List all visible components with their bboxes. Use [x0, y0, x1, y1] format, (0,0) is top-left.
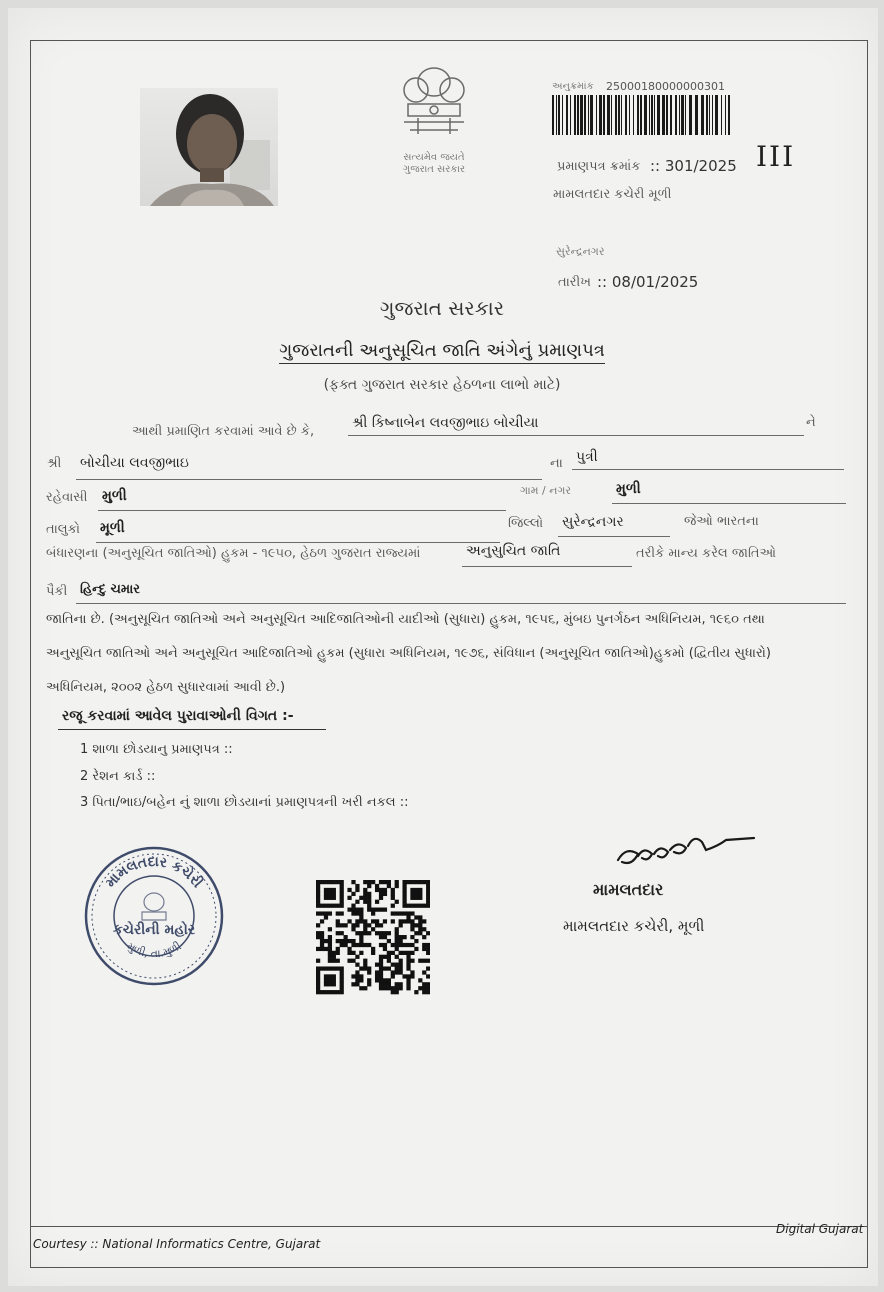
india-label: જેઓ ભારતના	[684, 514, 759, 529]
category-value: અનુસુચિત જાતિ	[466, 543, 561, 559]
serial-value: 25000180000000301	[606, 80, 725, 93]
shri-label: શ્રી	[47, 456, 62, 471]
seal-bottom-text: મુળી, તા.મુળી	[124, 939, 184, 961]
signatory-title: મામલતદાર	[593, 880, 664, 899]
barcode	[552, 95, 734, 135]
resident-value: મુળી	[102, 488, 127, 504]
certificate-note: (ફક્ત ગુજરાત સરકાર હેઠળના લાભો માટે)	[323, 377, 561, 393]
govt-title: ગુજરાત સરકાર	[379, 296, 505, 320]
evidence-item-3: 3 પિતા/ભાઇ/બહેન નું શાળા છોડયાનાં પ્રમાણપત્રની ખરી નકલ ::	[80, 795, 409, 810]
courtesy-text: Courtesy :: National Informatics Centre, Gujarat	[33, 1237, 321, 1251]
legal-paragraph	[46, 603, 846, 705]
svg-text:મુળી, તા.મુળી	[125, 940, 184, 961]
resident-label: રહેવાસી	[46, 490, 88, 505]
applicant-photo	[140, 88, 278, 206]
qr-code	[316, 880, 430, 996]
evidence-item-1: 1 શાળા છોડયાનુ પ્રમાણપત્ર ::	[80, 742, 233, 757]
father-value: બોચીયા લવજીભાઇ	[80, 455, 189, 471]
among-label: પૈકી	[46, 584, 68, 599]
taluka-label: તાલુકો	[46, 522, 81, 537]
emblem-caption-1: સત્યમેવ જયતે	[403, 152, 465, 163]
caste-value: હિન્દુ ચમાર	[80, 582, 140, 597]
place-name: સુરેન્દ્રનગર	[556, 245, 605, 258]
certificate-title-text: ગુજરાતની અનુસૂચિત જાતિ અંગેનું પ્રમાણપત્ર	[279, 340, 605, 364]
district-value: સુરેન્દ્રનગર	[562, 514, 624, 530]
village-value: મુળી	[616, 481, 641, 497]
brand-text: Digital Gujarat	[776, 1222, 864, 1236]
constitution-label: બંધારણના (અનુસૂચિત જાતિઓ) હુકમ - ૧૯૫૦, હેઠળ ગુજરાત રાજ્યમાં	[46, 546, 421, 561]
recognized-label: તરીકે માન્ય કરેલ જાતિઓ	[636, 546, 777, 561]
seal-center-text: કચેરીની મહોર	[112, 922, 196, 938]
district-label: જિલ્લો	[508, 516, 544, 531]
date-value: :: 08/01/2025	[597, 273, 699, 291]
na-label: ના	[550, 456, 563, 471]
paragraph-line-2: અનુસૂચિત જાતિઓ અને અનુસૂચિત આદિજાતિઓ હુકમ (સુધારા અધિનિયમ, ૧૯૭૬, સંવિધાન (અનુસૂચિત જાતિઓ)હુકમો (દ્વિતીય સુધારો)	[46, 646, 771, 661]
handwritten-mark: III	[756, 140, 796, 173]
certificate-title	[0, 340, 884, 361]
signatory-office: મામલતદાર કચેરી, મૂળી	[563, 917, 705, 935]
signature-mark	[608, 826, 758, 876]
taluka-value: મૂળી	[100, 520, 125, 536]
name-value: શ્રી કિષ્નાબેન લવજીભાઇ બોચીયા	[352, 415, 539, 431]
emblem-icon	[388, 60, 480, 178]
evidence-heading: રજૂ કરવામાં આવેલ પુરાવાઓની વિગત :-	[62, 708, 294, 724]
seal-top-text: મામલતદાર કચેરી	[102, 853, 206, 891]
office-name: મામલતદાર કચેરી મૂળી	[553, 187, 672, 202]
office-seal	[82, 844, 226, 988]
paragraph-line-3: અધિનિયમ, ૨૦૦૨ હેઠળ સુધારવામાં આવી છે.)	[46, 680, 286, 695]
cert-no-value: :: 301/2025	[650, 157, 737, 175]
evidence-item-2: 2 રેશન કાર્ડ ::	[80, 769, 156, 784]
emblem-caption-2: ગુજરાત સરકાર	[402, 164, 466, 175]
relation-value: પુત્રી	[576, 449, 598, 465]
certify-label: આથી પ્રમાણિત કરવામાં આવે છે કે,	[132, 424, 315, 439]
date-label: તારીખ	[558, 275, 591, 290]
serial-label: અનુક્રમાંક	[552, 81, 594, 92]
paragraph-line-1: જાતિના છે. (અનુસૂચિત જાતિઓ અને અનુસૂચિત આદિજાતિઓની યાદીઓ (સુધારા) હુકમ, ૧૯૫૬, મુંબઇ પુનર્ગઠન અધિનિયમ, ૧૯૬૦ તથા	[46, 612, 765, 627]
cert-no-label: પ્રમાણપત્ર ક્રમાંક	[557, 159, 641, 174]
village-label: ગામ / નગર	[520, 484, 572, 497]
name-suffix: ને	[806, 415, 816, 430]
